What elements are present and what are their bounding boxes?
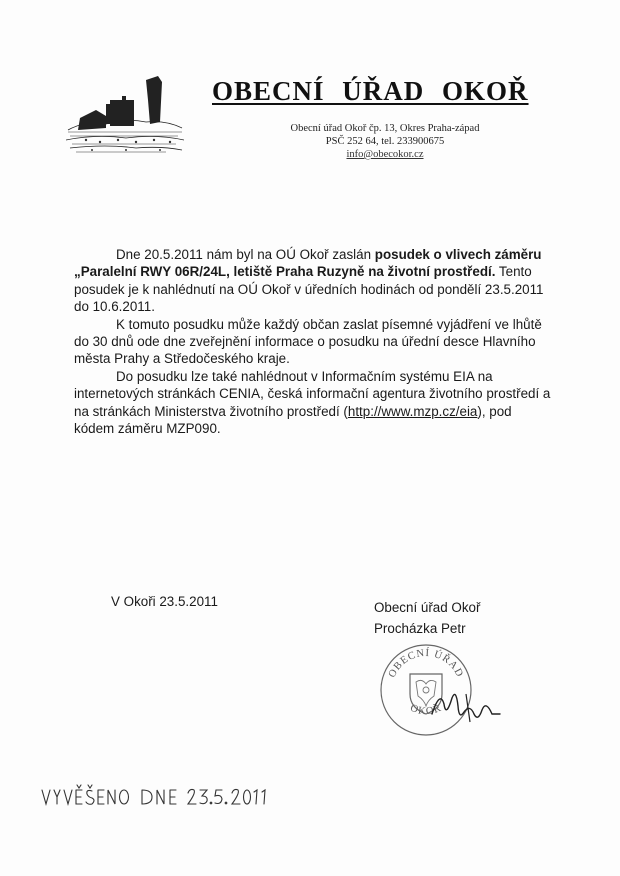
address-line-2: PSČ 252 64, tel. 233900675 [325,136,445,147]
svg-text:OBECNÍ ÚŘAD [387,647,465,680]
paragraph-1 [74,246,554,316]
letter-body [74,246,554,437]
office-title: OBECNÍ ÚŘAD OKOŘ [212,76,529,106]
place-and-date: V Okoři 23.5.2011 [111,594,218,609]
p1-text-a: Dne 20.5.2011 nám byl na OÚ Okoř zaslán [116,247,375,262]
p1-text-b: Tento posudek je k nahlédnutí na OÚ Okoř v úředních hodinách od pondělí 23.5.2011 do 10.6.2011. [74,264,544,315]
mzp-eia-link[interactable]: http://www.mzp.cz/eia [347,403,478,419]
stamp-text-top: OBECNÍ ÚŘAD [386,647,466,680]
address-line-1: Obecní úřad Okoř čp. 13, Okres Praha-západ [290,123,480,134]
paragraph-2: K tomuto posudku může každý občan zaslat písemné vyjádření ve lhůtě do 30 dnů ode dne zveřejnění informace o posudku na úřední desce Hlavního města Prahy a Středočeského kraje. [74,316,542,367]
paragraph-3 [74,368,554,438]
signatory-name: Procházka Petr [374,621,466,636]
email-link[interactable]: info@obecokor.cz [346,149,424,160]
stamp-text-bottom: OKOŘ [408,702,444,718]
castle-ruin-logo [66,70,184,158]
p3-text-a: Do posudku lze také nahlédnout v Informačním systému EIA na internetových stránkách CENIA, česká informační agentura životního prostředí a na stránkách Ministerstva životního prostředí ( [74,368,551,419]
signatory-block [374,597,480,639]
handwritten-signature [426,684,506,730]
signatory-office: Obecní úřad Okoř [374,600,481,615]
posted-date-handwritten-note [40,782,270,812]
p1-bold-text: posudek o vlivech záměru „Paralelní RWY 06R/24L, letiště Praha Ruzyně na životní prostředí. [74,247,542,280]
p3-text-b: ), pod kódem záměru MZP090. [74,403,512,437]
office-address [260,122,510,161]
